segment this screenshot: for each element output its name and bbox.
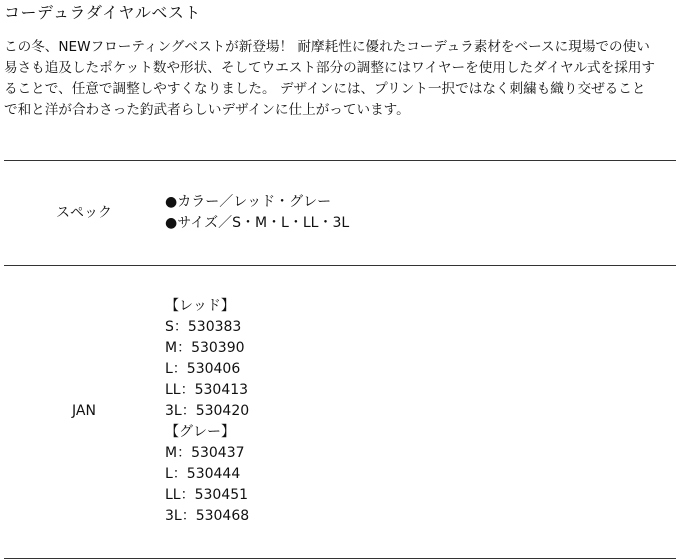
description-line: ることで、任意で調整しやすくなりました。 デザインには、プリント一択ではなく刺繍も織り交ぜること <box>4 81 646 97</box>
description-line: 易さも追及したポケット数や形状、そしてウエスト部分の調整にはワイヤーを使用したダイヤル式を採用す <box>4 60 656 76</box>
jan-color-heading-red: 【レッド】 <box>165 298 235 314</box>
description-line: この冬、NEWフローティングベストが新登場！ 耐摩耗性に優れたコーデュラ素材をベースに現場での使い <box>4 39 650 55</box>
jan-code: M：530390 <box>165 340 245 356</box>
jan-code: M：530437 <box>165 445 245 461</box>
spec-color-line: ●カラー／レッド・グレー <box>165 194 332 210</box>
description-line: で和と洋が合わさった釣武者らしいデザインに仕上がっています。 <box>4 102 410 118</box>
table-divider <box>4 558 676 559</box>
jan-code: 3L：530468 <box>165 508 250 524</box>
jan-color-heading-gray: 【グレー】 <box>165 424 235 440</box>
jan-code: LL：530451 <box>165 487 249 503</box>
spec-size-line: ●サイズ／S・M・L・LL・3L <box>165 215 350 231</box>
spec-label: スペック <box>56 205 112 221</box>
jan-code: LL：530413 <box>165 382 249 398</box>
table-divider <box>4 160 676 161</box>
jan-code: L：530444 <box>165 466 241 482</box>
jan-label: JAN <box>72 403 96 419</box>
jan-code: L：530406 <box>165 361 241 377</box>
jan-values <box>165 296 249 527</box>
table-divider <box>4 265 676 266</box>
jan-code: 3L：530420 <box>165 403 250 419</box>
product-description <box>4 37 676 121</box>
spec-values <box>165 192 349 234</box>
jan-code: S：530383 <box>165 319 242 335</box>
page-title: コーデュラダイヤルベスト <box>4 3 201 22</box>
